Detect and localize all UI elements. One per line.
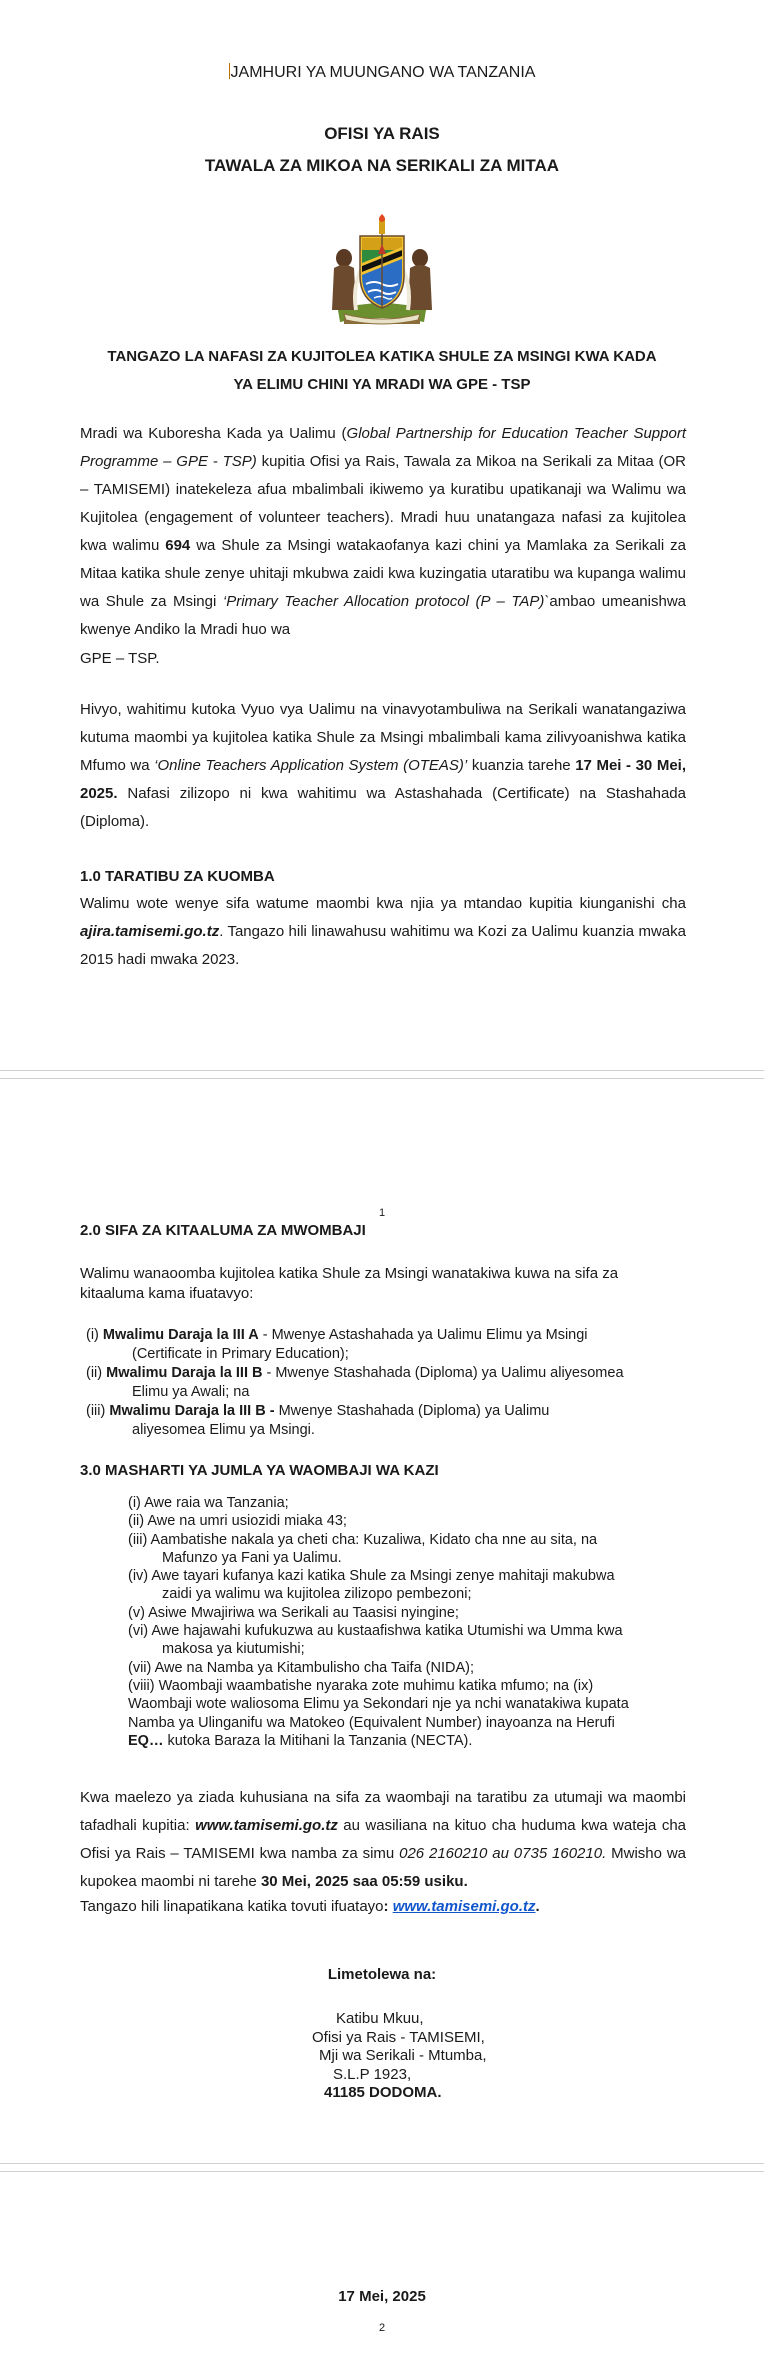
qualification-text: Mwenye Stashahada (Diploma) ya Ualimu: [274, 1403, 550, 1419]
intro-p1-text-g: ambao umeanishwa kwenye Andiko la Mradi huo wa: [80, 593, 686, 638]
intro-p1-teacher-count: 694: [165, 537, 191, 554]
eq-prefix: EQ…: [128, 1732, 164, 1749]
qualification-item-3: [86, 1402, 686, 1421]
requirement-item: (vii) Awe na Namba ya Kitambulisho cha Taifa (NIDA);: [128, 1659, 474, 1676]
contact-text-e: Mwisho wa kupokea maombi ni tarehe: [80, 1845, 686, 1890]
requirement-ix-line1: Waombaji wote waliosoma Elimu ya Sekondari nje ya nchi wanatakiwa kupata: [128, 1696, 629, 1713]
qualification-grade: Mwalimu Daraja la III A: [102, 1327, 259, 1343]
contact-phone-numbers: 026 2160210 au 0735 160210.: [399, 1845, 607, 1862]
section-1-paragraph: [80, 890, 686, 974]
signature-office: Ofisi ya Rais - TAMISEMI,: [312, 2028, 485, 2046]
signature-pobox: S.L.P 1923,: [333, 2065, 412, 2083]
website-availability-line: [80, 1898, 540, 1915]
intro-p2-dates: 17 Mei - 30 Mei, 2025.: [80, 757, 687, 802]
ministry-title: TAWALA ZA MIKOA NA SERIKALI ZA MITAA: [204, 156, 560, 175]
contact-paragraph: [80, 1784, 686, 1896]
requirement-item: (i) Awe raia wa Tanzania;: [128, 1495, 289, 1511]
intro-p1-programme-name: Global Partnership for Education Teacher Support Programme – GPE - TSP): [80, 425, 686, 470]
intro-paragraph-1: [80, 420, 686, 644]
qualifications-list: [86, 1326, 686, 1440]
qualification-number: (ii): [86, 1365, 107, 1381]
page-number-2: 2: [378, 2322, 386, 2334]
requirement-item: (iii) Aambatishe nakala ya cheti cha: Kuzaliwa, Kidato cha nne au sita, na: [128, 1531, 598, 1548]
intro-p2-text-c: kuanzia tarehe: [467, 757, 576, 774]
section-2-heading: 2.0 SIFA ZA KITAALUMA ZA MWOMBAJI: [80, 1222, 366, 1239]
intro-p1-text-a: Mradi wa Kuboresha Kada ya Ualimu (: [80, 425, 347, 442]
intro-p2-text-a: Hivyo, wahitimu kutoka Vyuo vya Ualimu na vinavyotambuliwa na Serikali wanatangaziwa kutuma maombi ya kujitolea katika Shule za Msingi mbalimbali kama zilivyoanishwa katika Mfumo wa: [80, 701, 686, 774]
signature-location: Mji wa Serikali - Mtumba,: [319, 2047, 487, 2064]
intro-p1-protocol-name: ‘Primary Teacher Allocation protocol (P – TAP)`: [222, 593, 550, 610]
requirements-list: [128, 1494, 708, 1750]
ajira-link[interactable]: ajira.tamisemi.go.tz: [80, 923, 220, 940]
qualification-number: (i): [86, 1327, 103, 1343]
requirement-item: (viii) Waombaji waambatishe nyaraka zote muhimu katika mfumo; na (ix): [128, 1677, 594, 1694]
document-date: 17 Mei, 2025: [338, 2288, 426, 2305]
qualification-grade: Mwalimu Daraja la III B: [106, 1365, 263, 1381]
country-header: [0, 63, 764, 82]
coat-of-arms-emblem: [324, 214, 440, 326]
section-3-heading: 3.0 MASHARTI YA JUMLA YA WAOMBAJI WA KAZI: [80, 1462, 439, 1479]
intro-p2-system-name: ‘Online Teachers Application System (OTEAS)’: [154, 757, 468, 774]
requirement-item: (vi) Awe hajawahi kufukuzwa au kustaafishwa katika Utumishi wa Umma kwa: [128, 1623, 623, 1640]
contact-deadline: 30 Mei, 2025 saa 05:59 usiku.: [260, 1873, 468, 1890]
section-1-text-a: Walimu wote wenye sifa watume maombi kwa njia ya mtandao kupitia kiunganishi cha: [80, 895, 686, 912]
announcement-title-line2: YA ELIMU CHINI YA MRADI WA GPE - TSP: [233, 376, 531, 393]
text-cursor: [229, 63, 230, 79]
signature-city: 41185 DODOMA.: [324, 2084, 442, 2101]
announcement-title-line1: TANGAZO LA NAFASI ZA KUJITOLEA KATIKA SHULE ZA MSINGI KWA KADA: [107, 348, 657, 365]
issued-by-label: Limetolewa na:: [327, 1966, 437, 1983]
qualification-item-2-cont: Elimu ya Awali; na: [132, 1384, 250, 1400]
intro-p1-text-e: wa Shule za Msingi watakaofanya kazi chini ya Mamlaka za Serikali za Mitaa katika shule zenye uhitaji mkubwa zaidi kwa kuzingatia utaratibu wa kupanga walimu wa Shule za Msingi: [80, 537, 686, 610]
website-availability-text: Tangazo hili linapatikana katika tovuti ifuatayo: [80, 1898, 384, 1915]
requirement-item-cont: makosa ya kiutumishi;: [162, 1641, 305, 1658]
website-colon: :: [383, 1898, 389, 1915]
qualification-text: - Mwenye Stashahada (Diploma) ya Ualimu aliyesomea: [262, 1365, 624, 1381]
website-period: .: [535, 1898, 540, 1915]
office-title: OFISI YA RAIS: [324, 124, 440, 143]
page-divider-1: [0, 1070, 764, 1071]
signature-block: [312, 2010, 487, 2103]
qualification-number: (iii): [86, 1403, 110, 1419]
contact-text-a: Kwa maelezo ya ziada kuhusiana na sifa za waombaji na taratibu za utumaji wa maombi tafadhali kupitia:: [80, 1789, 686, 1834]
contact-text-c: au wasiliana na kituo cha huduma kwa wateja cha Ofisi ya Rais – TAMISEMI kwa namba za simu: [80, 1817, 686, 1862]
requirement-item: (v) Asiwe Mwajiriwa wa Serikali au Taasisi nyingine;: [128, 1604, 459, 1621]
qualification-item-1-cont: (Certificate in Primary Education);: [132, 1346, 349, 1362]
requirement-ix-line2: Namba ya Ulinganifu wa Matokeo (Equivalent Number) inayoanza na Herufi: [128, 1714, 615, 1731]
qualification-item-1: [86, 1326, 686, 1345]
qualification-item-3-cont: aliyesomea Elimu ya Msingi.: [132, 1422, 315, 1438]
requirement-item-cont: Mafunzo ya Fani ya Ualimu.: [162, 1549, 342, 1566]
requirement-ix-text: kutoka Baraza la Mitihani la Tanzania (NECTA).: [163, 1732, 473, 1749]
tamisemi-website-link-2[interactable]: www.tamisemi.go.tz: [392, 1898, 536, 1915]
section-1-heading: 1.0 TARATIBU ZA KUOMBA: [80, 868, 275, 885]
intro-paragraph-2: [80, 696, 686, 836]
requirement-item-cont: zaidi ya walimu wa kujitolea zilizopo pembezoni;: [162, 1586, 472, 1603]
page-number-1: 1: [378, 1207, 386, 1219]
section-1-text-c: . Tangazo hili linawahusu wahitimu wa Kozi za Ualimu kuanzia mwaka 2015 hadi mwaka 2023.: [80, 923, 686, 968]
page-divider-3: [0, 2163, 764, 2164]
page-divider-2: [0, 1078, 764, 1079]
tamisemi-website-link[interactable]: www.tamisemi.go.tz: [195, 1817, 338, 1834]
intro-p1-text-c: kupitia Ofisi ya Rais, Tawala za Mikoa na Serikali za Mitaa (OR – TAMISEMI) inatekeleza afua mbalimbali ikiwemo ya kuratibu upatikanaji wa Walimu wa Kujitolea (engagement of volunteer teachers). Mradi huu unatangaza nafasi za kujitolea kwa walimu: [80, 453, 686, 554]
requirement-ix-line3: [128, 1732, 708, 1750]
requirement-item: (ii) Awe na umri usiozidi miaka 43;: [128, 1513, 347, 1530]
qualification-grade: Mwalimu Daraja la III B -: [109, 1403, 275, 1419]
section-2-intro: Walimu wanaoomba kujitolea katika Shule za Msingi wanatakiwa kuwa na sifa za kitaaluma kama ifuatavyo:: [80, 1265, 619, 1302]
country-header-text: JAMHURI YA MUUNGANO WA TANZANIA: [230, 64, 536, 81]
qualification-item-2: [86, 1364, 686, 1383]
page-divider-4: [0, 2171, 764, 2172]
intro-p2-text-e: Nafasi zilizopo ni kwa wahitimu wa Astashahada (Certificate) na Stashahada (Diploma).: [80, 785, 686, 830]
qualification-text: - Mwenye Astashahada ya Ualimu Elimu ya Msingi: [258, 1327, 588, 1343]
signature-title: Katibu Mkuu,: [336, 2010, 424, 2027]
requirement-item: (iv) Awe tayari kufanya kazi katika Shule za Msingi zenye mahitaji makubwa: [128, 1568, 615, 1585]
intro-p1-gpe-tsp: GPE – TSP.: [80, 650, 160, 667]
